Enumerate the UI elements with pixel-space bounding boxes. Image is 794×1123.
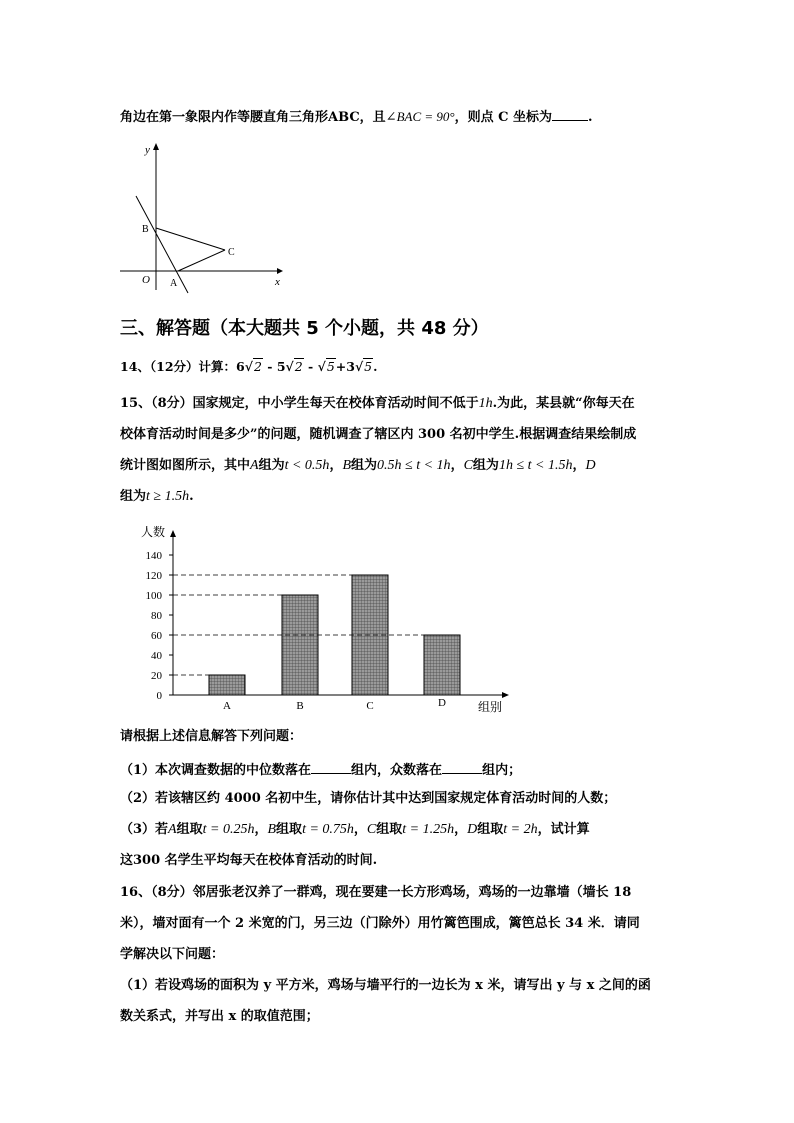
q15-math-range-d: t ≥ 1.5h bbox=[146, 489, 190, 504]
y-tick-label: 20 bbox=[151, 670, 162, 682]
category-label-d: D bbox=[438, 697, 446, 709]
question-14 bbox=[120, 358, 377, 376]
bar-a bbox=[209, 675, 245, 695]
q14-op3: - bbox=[303, 359, 318, 374]
q1-text-c: 组内； bbox=[482, 763, 522, 778]
q15-math-d: D bbox=[585, 458, 596, 473]
q14-end: . bbox=[373, 359, 378, 374]
q15-math-b: B bbox=[342, 458, 352, 473]
q3-math-tb: t = 0.75h bbox=[302, 822, 354, 837]
q15-text-3f: 组为 bbox=[472, 458, 499, 473]
y-axis-arrow bbox=[153, 143, 159, 150]
questions-intro bbox=[120, 728, 302, 746]
q16-line-1 bbox=[120, 884, 631, 902]
answer-blank-c[interactable] bbox=[552, 106, 588, 121]
q2-text: （2）若该辖区约 4000 名初中生，请你估计其中达到国家规定体育活动时间的人数； bbox=[120, 791, 617, 806]
segment-bc bbox=[156, 228, 225, 250]
q16-line-5 bbox=[120, 1008, 319, 1026]
q3-math-tc: t = 1.25h bbox=[402, 822, 455, 837]
category-label-b: B bbox=[296, 700, 304, 712]
q1-text-a: （1）本次调查数据的中位数落在 bbox=[120, 763, 312, 778]
origin-label: O bbox=[142, 274, 150, 286]
x-axis-arrow bbox=[502, 692, 509, 698]
sub-question-3-line-2 bbox=[120, 852, 377, 870]
questions-intro-text: 请根据上述信息解答下列问题： bbox=[120, 729, 303, 744]
q16-text-2: 米），墙对面有一个 2 米宽的门，另三边（门除外）用竹篱笆围成，篱笆总长 34 米．请同 bbox=[120, 916, 640, 931]
q15-text-1a: 15、（8分）国家规定，中小学生每天在校体育活动时间不低于 bbox=[120, 396, 479, 411]
q15-text-3a: 统计图如图所示，其中 bbox=[120, 458, 251, 473]
q3-math-a: A bbox=[168, 822, 177, 837]
q14-op2: - 5 bbox=[262, 359, 286, 374]
q16-line-3 bbox=[120, 946, 224, 964]
bar-d bbox=[424, 635, 460, 695]
y-tick-label: 80 bbox=[151, 610, 162, 622]
q3-text-line-2: 这300 名学生平均每天在校体育活动的时间. bbox=[120, 853, 378, 868]
y-axis-label: y bbox=[145, 144, 150, 156]
q3-text-b: 组取 bbox=[176, 822, 203, 837]
sub-question-2 bbox=[120, 790, 616, 808]
y-tick-label: 100 bbox=[145, 590, 162, 602]
q16-text-5: 数关系式，并写出 x 的取值范围； bbox=[120, 1009, 319, 1024]
point-a-label: A bbox=[170, 278, 178, 289]
point-b-label: B bbox=[142, 224, 149, 235]
q15-math-range-b: 0.5h ≤ t < 1h bbox=[377, 458, 451, 473]
x-axis-arrow bbox=[277, 268, 283, 274]
q3-text-i: ，试计算 bbox=[537, 822, 590, 837]
q16-line-4 bbox=[120, 977, 651, 995]
q16-line-2 bbox=[120, 915, 640, 933]
q15-math-1h: 1h bbox=[478, 396, 493, 411]
q3-text-d: 组取 bbox=[276, 822, 303, 837]
q3-math-c: C bbox=[366, 822, 377, 837]
segment-ac bbox=[178, 250, 225, 271]
category-label-c: C bbox=[366, 700, 374, 712]
angle-expression: ∠BAC = 90° bbox=[385, 109, 455, 124]
q3-math-ta: t = 0.25h bbox=[202, 822, 255, 837]
q3-text-g: ， bbox=[454, 822, 468, 837]
y-tick-label: 60 bbox=[151, 630, 162, 642]
sqrt-term-4: √5 bbox=[354, 359, 373, 374]
sub-question-1 bbox=[120, 759, 521, 780]
q15-text-2: 校体育活动时间是多少”的问题，随机调查了辖区内 300 名初中学生.根据调查结果绘制成 bbox=[120, 427, 637, 442]
q3-text-e: ， bbox=[353, 822, 367, 837]
q1-text-b: 组内，众数落在 bbox=[351, 763, 443, 778]
category-label-a: A bbox=[223, 700, 231, 712]
q3-text-a: （3）若 bbox=[120, 822, 169, 837]
q15-line-2 bbox=[120, 426, 636, 444]
intro-text: 角边在第一象限内作等腰直角三角形ABC，且 bbox=[120, 110, 386, 125]
q15-text-3b: 组为 bbox=[258, 458, 285, 473]
y-tick-label: 0 bbox=[156, 690, 162, 702]
bar-b bbox=[282, 595, 318, 695]
q14-coef1: 6 bbox=[236, 359, 245, 374]
q15-text-3c: ， bbox=[329, 458, 343, 473]
bar-chart bbox=[130, 522, 530, 717]
x-axis-title: 组别 bbox=[478, 700, 503, 714]
q3-math-d: D bbox=[467, 822, 478, 837]
q15-text-1b: .为此，某县就“你每天在 bbox=[492, 396, 635, 411]
y-tick-label: 40 bbox=[151, 650, 162, 662]
intro-line bbox=[120, 106, 593, 127]
q15-text-4b: . bbox=[189, 489, 194, 504]
q15-math-c: C bbox=[463, 458, 473, 473]
q14-label: 14、（12分）计算： bbox=[120, 359, 237, 374]
sqrt-term-3: √5 bbox=[317, 359, 335, 374]
section-title: 三、解答题（本大题共 5 个小题，共 48 分） bbox=[120, 318, 489, 339]
x-axis-label: x bbox=[275, 276, 280, 288]
median-blank[interactable] bbox=[311, 759, 351, 774]
q16-text-3: 学解决以下问题： bbox=[120, 947, 225, 962]
q14-op4: +3 bbox=[335, 359, 355, 374]
q3-text-h: 组取 bbox=[477, 822, 504, 837]
q15-line-4 bbox=[120, 488, 194, 506]
intro-end: . bbox=[588, 110, 593, 125]
y-tick-label: 120 bbox=[145, 570, 162, 582]
q16-text-1: 16、（8分）邻居张老汉养了一群鸡，现在要建一长方形鸡场，鸡场的一边靠墙（墙长 18 bbox=[120, 885, 632, 900]
point-c-label: C bbox=[228, 247, 235, 258]
q15-text-3g: ， bbox=[572, 458, 586, 473]
q15-math-range-a: t < 0.5h bbox=[284, 458, 330, 473]
y-axis-arrow bbox=[170, 530, 176, 537]
q15-text-3e: ， bbox=[450, 458, 464, 473]
sub-question-3 bbox=[120, 821, 590, 839]
q15-line-3 bbox=[120, 457, 596, 475]
mode-blank[interactable] bbox=[442, 759, 482, 774]
sqrt-term-2: √2 bbox=[285, 359, 303, 374]
q3-text-f: 组取 bbox=[376, 822, 403, 837]
y-tick-label: 140 bbox=[145, 550, 162, 562]
q15-math-a: A bbox=[250, 458, 259, 473]
y-axis-title: 人数 bbox=[141, 525, 166, 539]
sqrt-term-1: √2 bbox=[244, 359, 262, 374]
q16-text-4: （1）若设鸡场的面积为 y 平方米，鸡场与墙平行的一边长为 x 米，请写出 y 与 x 之间的函 bbox=[120, 978, 651, 993]
q15-text-4a: 组为 bbox=[120, 489, 147, 504]
q15-line-1 bbox=[120, 395, 635, 413]
q15-math-range-c: 1h ≤ t < 1.5h bbox=[498, 458, 573, 473]
q3-math-td: t = 2h bbox=[503, 822, 538, 837]
q3-text-c: ， bbox=[254, 822, 268, 837]
q3-math-b: B bbox=[267, 822, 277, 837]
q15-text-3d: 组为 bbox=[351, 458, 378, 473]
intro-suffix: ，则点 C 坐标为 bbox=[454, 110, 552, 125]
coordinate-figure bbox=[115, 140, 285, 300]
